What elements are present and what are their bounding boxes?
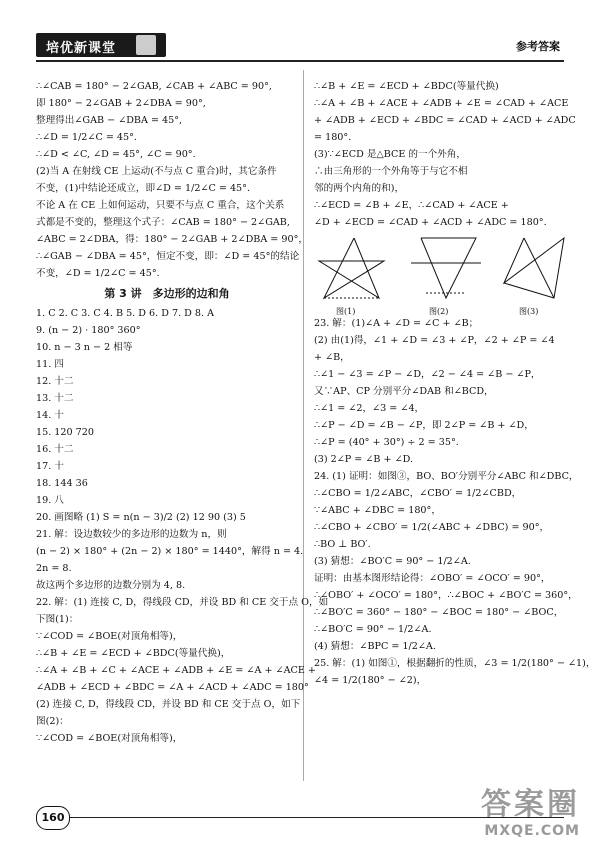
header-rule <box>36 60 564 62</box>
text-line: ∴∠OBO′ + ∠OCO′ = 180°，∴∠BOC + ∠BO′C = 360°， <box>314 590 578 601</box>
text-line: = 180°. <box>314 132 352 143</box>
figure-2 <box>406 233 486 303</box>
answer-line: 故这两个多边形的边数分别为 4, 8. <box>36 580 186 591</box>
text-line: ∴∠P − ∠D = ∠B − ∠P，即 2∠P = ∠B + ∠D， <box>314 420 534 431</box>
text-line: 邻的两个内角的和)， <box>314 183 405 194</box>
right-column <box>314 78 596 689</box>
text-line: ∴BO ⊥ BO′. <box>314 539 371 550</box>
text-line: 式都是不变的，整理这个式子：∠CAB = 180° − 2∠GAB, <box>36 217 290 228</box>
answer-line: 9. (n − 2) · 180° 360° <box>36 325 141 336</box>
text-line: 24. (1) 证明：如图③，BO、BO′分别平分∠ABC 和∠DBC， <box>314 471 579 482</box>
answer-line: 14. 十 <box>36 410 64 421</box>
page-number: 160 <box>36 806 70 830</box>
answer-line: 1. C 2. C 3. C 4. B 5. D 6. D 7. D 8. A <box>36 308 215 319</box>
text-line: ∠ABC = 2∠DBA，得：180° − 2∠GAB + 2∠DBA = 90°， <box>36 234 308 245</box>
text-line: ∵∠ABC + ∠DBC = 180°， <box>314 505 441 516</box>
header-right-title: 参考答案 <box>516 40 560 53</box>
text-line: ∴∠1 = ∠2，∠3 = ∠4， <box>314 403 425 414</box>
answer-line: 18. 144 36 <box>36 478 88 489</box>
answer-line: 10. n − 3 n − 2 相等 <box>36 342 133 353</box>
answer-line: 21. 解：设边数较少的多边形的边数为 n，则 <box>36 529 227 540</box>
text-line: ∴∠CBO = 1/2∠ABC，∠CBO′ = 1/2∠CBD， <box>314 488 522 499</box>
figure-3 <box>494 233 574 303</box>
text-line: 即 180° − 2∠GAB + 2∠DBA = 90°, <box>36 98 206 109</box>
answer-line: ∴∠B + ∠E = ∠ECD + ∠BDC(等量代换)， <box>36 648 231 659</box>
figure-1-caption: 图(1) <box>336 307 356 316</box>
answer-line: 13. 十二 <box>36 393 74 404</box>
figure-2-caption: 图(2) <box>429 307 449 316</box>
text-line: ∴∠GAB − ∠DBA = 45°，恒定不变，即：∠D = 45°的结论 <box>36 251 300 262</box>
text-line: ∴∠ECD = ∠B + ∠E，∴∠CAD + ∠ACE + <box>314 200 509 211</box>
text-line: 23. 解：(1)∠A + ∠D = ∠C + ∠B； <box>314 318 479 329</box>
text-line: + ∠ADB + ∠ECD + ∠BDC = ∠CAD + ∠ACD + ∠ADC <box>314 115 576 126</box>
figure-1 <box>314 233 394 303</box>
answer-line: 2n = 8. <box>36 563 72 574</box>
text-line: 不论 A 在 CE 上如何运动，只要不与点 C 重合，这个关系 <box>36 200 285 211</box>
text-line: ∴∠1 − ∠3 = ∠P − ∠D，∠2 − ∠4 = ∠B − ∠P， <box>314 369 541 380</box>
answer-line: 22. 解：(1) 连接 C, D，得线段 CD，并设 BD 和 CE 交于点 O，如 <box>36 597 329 608</box>
answer-line: 12. 十二 <box>36 376 74 387</box>
header-tag-decoration <box>136 35 156 55</box>
answer-line: 图(2)： <box>36 716 69 727</box>
right-text-block <box>314 78 576 231</box>
text-line: ∴由三角形的一个外角等于与它不相 <box>314 166 468 177</box>
text-line: (3)∵∠ECD 是△BCE 的一个外角， <box>314 149 466 160</box>
answer-line: ∵∠COD = ∠BOE(对顶角相等)， <box>36 631 183 642</box>
text-line: (3) 猜想：∠BO′C = 90° − 1/2∠A. <box>314 556 471 567</box>
answer-line: (n − 2) × 180° + (2n − 2) × 180° = 1440°，解得 n = 4. <box>36 546 304 557</box>
text-line: ∴∠BO′C = 360° − 180° − ∠BOC = 180° − ∠BOC， <box>314 607 564 618</box>
text-line: 不变，(1)中结论还成立，即∠D = 1/2∠C = 45°. <box>36 183 250 194</box>
left-column <box>36 78 329 747</box>
answer-line: 20. 画图略 (1) S = n(n − 3)/2 (2) 12 90 (3) 5 <box>36 512 246 523</box>
section-title: 第 3 讲 多边形的边和角 <box>104 287 230 300</box>
answer-line: 15. 120 720 <box>36 427 94 438</box>
answer-line: 下图(1)： <box>36 614 79 625</box>
text-line: 证明：由基本图形结论得：∠OBO′ = ∠OCO′ = 90°， <box>314 573 551 584</box>
text-line: ∠4 = 1/2(180° − ∠2)， <box>314 675 427 686</box>
text-line: ∴∠CBO + ∠CBO′ = 1/2(∠ABC + ∠DBC) = 90°， <box>314 522 550 533</box>
text-line: ∴∠B + ∠E = ∠ECD + ∠BDC(等量代换) <box>314 81 499 92</box>
left-text-block <box>36 78 308 282</box>
text-line: 又∵AP、CP 分别平分∠DAB 和∠BCD， <box>314 386 494 397</box>
answer-line: ∴∠A + ∠B + ∠C + ∠ACE + ∠ADB + ∠E = ∠A + ∠ACE + <box>36 665 316 676</box>
text-line: ∴∠P = (40° + 30°) ÷ 2 = 35°. <box>314 437 459 448</box>
right-text-block-2 <box>314 315 596 689</box>
answer-line: (2) 连接 C, D，得线段 CD，并设 BD 和 CE 交于点 O，如下 <box>36 699 301 710</box>
answer-line: 16. 十二 <box>36 444 74 455</box>
text-line: ∴∠D = 1/2∠C = 45°. <box>36 132 137 143</box>
figure-3-caption: 图(3) <box>519 307 539 316</box>
answer-line: ∠ADB + ∠ECD + ∠BDC = ∠A + ∠ACD + ∠ADC = 180° <box>36 682 309 693</box>
watermark-line-1: 答案圈 <box>481 787 580 822</box>
text-line: ∴∠A + ∠B + ∠ACE + ∠ADB + ∠E = ∠CAD + ∠ACE <box>314 98 569 109</box>
text-line: (4) 猜想：∠BPC = 1/2∠A. <box>314 641 436 652</box>
text-line: 25. 解：(1) 如图①，根据翻折的性质，∠3 = 1/2(180° − ∠1)， <box>314 658 596 669</box>
answer-line: 19. 八 <box>36 495 64 506</box>
text-line: ∴∠CAB = 180° − 2∠GAB, ∠CAB + ∠ABC = 90°, <box>36 81 272 92</box>
answer-line: ∵∠COD = ∠BOE(对顶角相等)， <box>36 733 183 744</box>
text-line: (2) 由(1)得，∠1 + ∠D = ∠3 + ∠P，∠2 + ∠P = ∠4 <box>314 335 555 346</box>
header-left-title: 培优新课堂 <box>46 41 117 56</box>
text-line: + ∠B， <box>314 352 350 363</box>
text-line: ∴∠D < ∠C, ∠D = 45°, ∠C = 90°. <box>36 149 196 160</box>
answer-line: 11. 四 <box>36 359 64 370</box>
answer-line: 17. 十 <box>36 461 64 472</box>
text-line: 整理得出∠GAB − ∠DBA = 45°, <box>36 115 183 126</box>
text-line: ∠D + ∠ECD = ∠CAD + ∠ACD + ∠ADC = 180°. <box>314 217 547 228</box>
answers-list <box>36 305 329 747</box>
text-line: (3) 2∠P = ∠B + ∠D. <box>314 454 414 465</box>
watermark <box>481 779 580 839</box>
text-line: 不变，∠D = 1/2∠C = 45°. <box>36 268 160 279</box>
figures-row <box>314 233 569 316</box>
text-line: ∴∠BO′C = 90° − 1/2∠A. <box>314 624 432 635</box>
watermark-line-2: MXQE.COM <box>484 823 580 839</box>
text-line: (2)当 A 在射线 CE 上运动(不与点 C 重合)时，其它条件 <box>36 166 277 177</box>
